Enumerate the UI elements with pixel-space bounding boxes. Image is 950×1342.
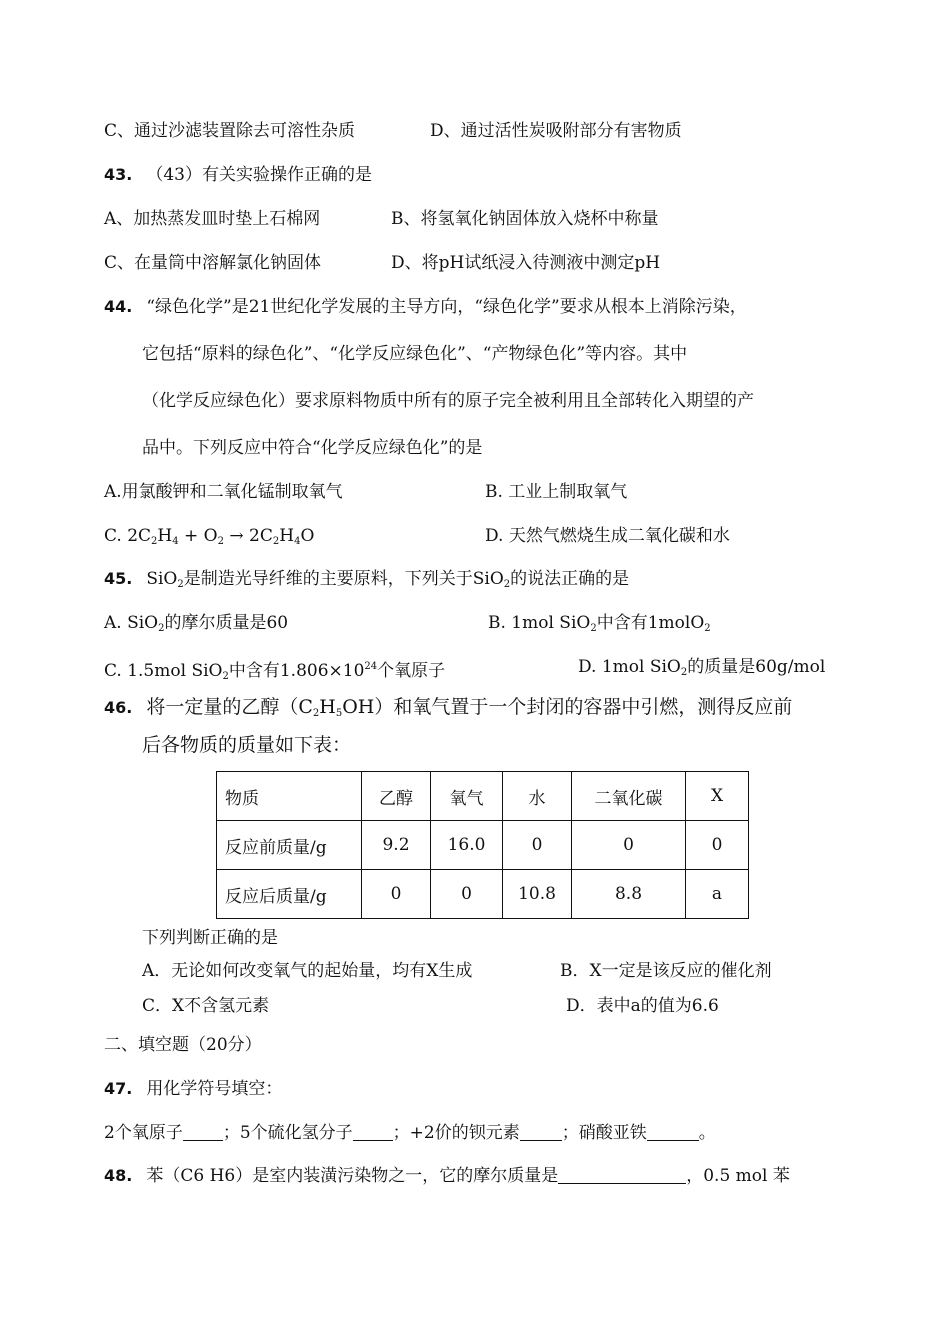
table-cell: 0 [503, 821, 572, 870]
table-cell: 16.0 [431, 821, 503, 870]
q46-option-a: A．无论如何改变氧气的起始量，均有X生成 [142, 961, 473, 981]
table-header-cell: 二氧化碳 [572, 772, 686, 821]
table-cell: 反应前质量/g [217, 821, 362, 870]
table-header-row [217, 772, 749, 821]
q46-stem-line-1 [104, 695, 792, 726]
q43-stem: （43）有关实验操作正确的是 [146, 165, 372, 185]
q45-option-b: B. 1mol SiO$_2$中含有1molO$_2$ [488, 613, 711, 634]
table-cell: 0 [686, 821, 749, 870]
q47-fill-line: 2个氧原子 ；5个硫化氢分子 ；+2价的钡元素 ；硝酸亚铁 。 [104, 1123, 716, 1143]
q43-option-a: A、加热蒸发皿时垫上石棉网 [104, 209, 321, 229]
answer-blank[interactable] [183, 1122, 223, 1141]
q44-stem-line-1 [104, 295, 747, 319]
table-cell: 0 [572, 821, 686, 870]
table-cell: 反应后质量/g [217, 870, 362, 919]
q43-option-b: B、将氢氧化钠固体放入烧杯中称量 [391, 209, 659, 229]
q43-option-c: C、在量筒中溶解氯化钠固体 [104, 253, 322, 273]
q45-option-d: D. 1mol SiO$_2$的质量是60g/mol [578, 657, 826, 678]
question-number: 44. [104, 297, 133, 316]
table-cell: 10.8 [503, 870, 572, 919]
question-number: 45. [104, 569, 133, 588]
q43-stem-line [104, 163, 372, 187]
table-cell: a [686, 870, 749, 919]
q44-option-d: D. 天然气燃烧生成二氧化碳和水 [485, 526, 730, 546]
q45-stem: SiO$_2$是制造光导纤维的主要原料，下列关于SiO$_2$的说法正确的是 [146, 569, 630, 590]
table-cell: 0 [362, 870, 431, 919]
q44-option-b: B. 工业上制取氧气 [485, 482, 628, 502]
q47-stem-line [104, 1077, 282, 1101]
q45-option-c: C. 1.5mol SiO$_2$中含有$1.806\times 10^{24}$个氧原子 [104, 661, 446, 682]
q44-option-c: C. $2C_2H_4 + O_2 \to 2C_2H_4O$ [104, 526, 315, 547]
q44-stem-3: （化学反应绿色化）要求原料物质中所有的原子完全被利用且全部转化入期望的产 [142, 391, 754, 411]
table-header-cell: 氧气 [431, 772, 503, 821]
question-number: 47. [104, 1079, 133, 1098]
q48-stem-line: 48. 苯（C6 H6）是室内装潢污染物之一，它的摩尔质量是 ，0.5 mol 苯 [104, 1166, 790, 1186]
mass-table [216, 771, 749, 919]
q46-option-c: C．X不含氢元素 [142, 996, 270, 1016]
question-number: 46. [104, 698, 133, 717]
q42-option-d: D、通过活性炭吸附部分有害物质 [430, 121, 682, 141]
q46-option-b: B．X一定是该反应的催化剂 [560, 961, 772, 981]
answer-blank[interactable] [558, 1165, 686, 1184]
table-cell: 8.8 [572, 870, 686, 919]
q47-stem: 用化学符号填空： [146, 1079, 283, 1099]
q45-stem-line [104, 567, 629, 597]
question-number: 48. [104, 1166, 133, 1185]
table-header-cell: 物质 [217, 772, 362, 821]
table-row [217, 821, 749, 870]
section-heading: 二、填空题（20分） [104, 1035, 262, 1055]
q46-stem-1: 将一定量的乙醇$(C_2H_5OH)$和氧气置于一个封闭的容器中引燃，测得反应前 [146, 696, 793, 719]
q44-stem-2: 它包括“原料的绿色化”、“化学反应绿色化”、“产物绿色化”等内容。其中 [142, 344, 688, 364]
q42-option-c: C、通过沙滤装置除去可溶性杂质 [104, 121, 356, 141]
table-header-cell: 水 [503, 772, 572, 821]
table-cell: 0 [431, 870, 503, 919]
answer-blank[interactable] [353, 1122, 393, 1141]
q43-option-d: D、将pH试纸浸入待测液中测定pH [391, 253, 661, 273]
q44-option-a: A.用氯酸钾和二氧化锰制取氧气 [104, 482, 343, 502]
table-header-cell: 乙醇 [362, 772, 431, 821]
q44-stem-4: 品中。下列反应中符合“化学反应绿色化”的是 [142, 438, 483, 458]
q44-stem-1: “绿色化学”是21世纪化学发展的主导方向，“绿色化学”要求从根本上消除污染， [146, 297, 747, 317]
table-cell: 9.2 [362, 821, 431, 870]
answer-blank[interactable] [520, 1122, 562, 1141]
table-header-cell: X [686, 772, 749, 821]
q45-option-a: A. SiO$_2$的摩尔质量是60 [104, 613, 289, 634]
q46-judgement-prompt: 下列判断正确的是 [142, 928, 278, 948]
q46-stem-2: 后各物质的质量如下表： [142, 734, 352, 756]
q46-option-d: D．表中a的值为6.6 [566, 996, 719, 1016]
table-row [217, 870, 749, 919]
answer-blank[interactable] [647, 1122, 699, 1141]
question-number: 43. [104, 165, 133, 184]
